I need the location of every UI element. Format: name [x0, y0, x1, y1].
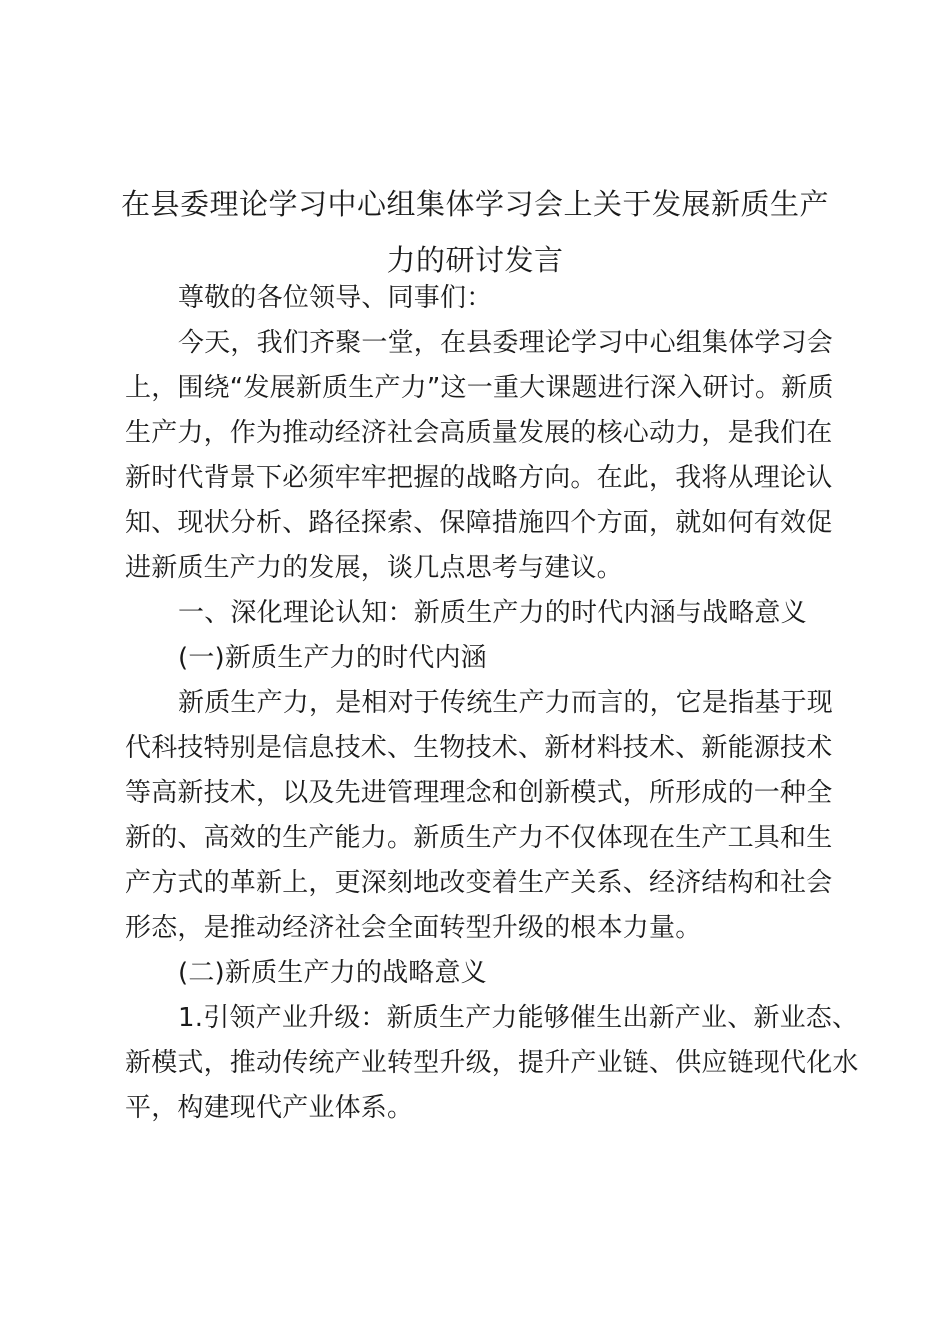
paragraph-line: 产方式的革新上，更深刻地改变着生产关系、经济结构和社会 [125, 868, 833, 898]
intro-line: 生产力，作为推动经济社会高质量发展的核心动力，是我们在 [125, 418, 833, 448]
subsection-heading: (二)新质生产力的战略意义 [178, 958, 487, 988]
paragraph-line: 形态，是推动经济社会全面转型升级的根本力量。 [125, 913, 702, 943]
intro-line: 今天，我们齐聚一堂，在县委理论学习中心组集体学习会 [178, 328, 834, 358]
title-line-1: 在县委理论学习中心组集体学习会上关于发展新质生产 [120, 187, 829, 221]
title-line-2: 力的研讨发言 [386, 243, 564, 277]
paragraph-line: 新的、高效的生产能力。新质生产力不仅体现在生产工具和生 [125, 823, 833, 853]
subsection-heading: (一)新质生产力的时代内涵 [178, 643, 487, 673]
intro-line: 知、现状分析、路径探索、保障措施四个方面，就如何有效促 [125, 508, 833, 538]
point-line: 平，构建现代产业体系。 [125, 1093, 414, 1123]
intro-line: 进新质生产力的发展，谈几点思考与建议。 [125, 553, 623, 583]
paragraph-line: 等高新技术，以及先进管理理念和创新模式，所形成的一种全 [125, 778, 833, 808]
paragraph-line: 新质生产力，是相对于传统生产力而言的，它是指基于现 [178, 688, 834, 718]
section-heading: 一、深化理论认知：新质生产力的时代内涵与战略意义 [178, 598, 807, 628]
point-line: 新模式，推动传统产业转型升级，提升产业链、供应链现代化水 [125, 1048, 859, 1078]
document-title [120, 176, 830, 288]
paragraph-line: 代科技特别是信息技术、生物技术、新材料技术、新能源技术 [125, 733, 833, 763]
point-line: 1.引领产业升级：新质生产力能够催生出新产业、新业态、 [178, 1003, 859, 1033]
intro-line: 上，围绕“发展新质生产力”这一重大课题进行深入研讨。新质 [125, 373, 834, 403]
intro-line: 新时代背景下必须牢牢把握的战略方向。在此，我将从理论认 [125, 463, 833, 493]
salutation: 尊敬的各位领导、同事们： [178, 283, 493, 313]
